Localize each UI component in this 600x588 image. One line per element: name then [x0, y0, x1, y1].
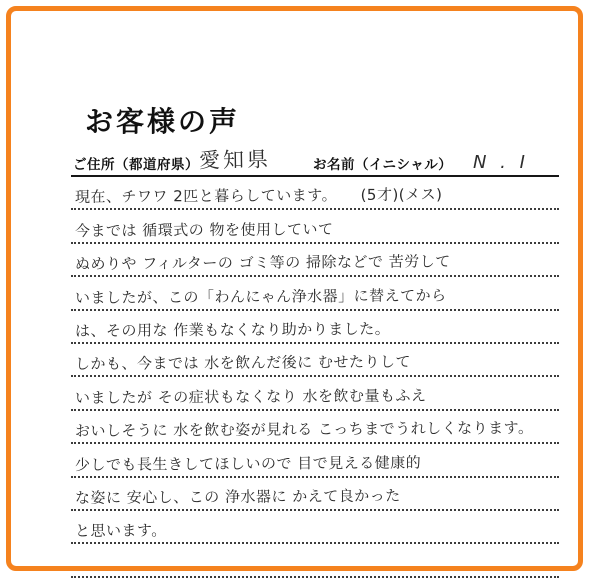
- handwriting-text: おいしそうに 水を飲む姿が見れる こっちまでうれしくなります。: [74, 418, 534, 441]
- handwriting-line: [71, 311, 559, 344]
- handwriting-line: [71, 210, 559, 243]
- handwriting-text: しかも、今までは 水を飲んだ後に むせたりして: [74, 352, 412, 374]
- handwriting-line: [71, 377, 559, 410]
- name-label: お名前（イニシャル）: [313, 157, 453, 172]
- handwriting-line: [71, 511, 559, 544]
- handwriting-text: いましたが その症状もなくなり 水を飲む量もふえ: [74, 386, 427, 407]
- handwriting-text: [71, 575, 75, 576]
- handwriting-line: [71, 277, 559, 310]
- address-label: ご住所（都道府県）: [73, 157, 199, 172]
- handwriting-text: 現在、チワワ 2匹と暮らしています。 (5才)(メス): [74, 185, 443, 207]
- handwriting-text: は、その用な 作業もなくなり助かりました。: [74, 319, 391, 340]
- handwriting-line: [71, 411, 559, 444]
- handwriting-text: な姿に 安心し、この 浄水器に かえて良かった: [74, 486, 401, 507]
- customer-info-row: [71, 139, 559, 177]
- handwriting-line: [71, 444, 559, 477]
- testimonial-card-border: [6, 6, 583, 571]
- handwriting-text: 少しでも長生きしてほしいので 目で見える健康的: [74, 453, 422, 474]
- page-title: お客様の声: [85, 104, 241, 138]
- handwriting-line: [71, 177, 559, 210]
- address-handwritten-value: 愛知県: [198, 147, 272, 173]
- handwriting-line: [71, 544, 559, 577]
- handwriting-text: と思います。: [74, 521, 167, 541]
- handwriting-text: いましたが、この「わんにゃん浄水器」に替えてから: [74, 285, 447, 307]
- handwriting-line: [71, 244, 559, 277]
- testimonial-text-area: [71, 177, 559, 578]
- name-handwritten-value: N . I: [473, 152, 529, 173]
- handwriting-line: [71, 478, 559, 511]
- handwriting-text: 今までは 循環式の 物を使用していて: [74, 219, 334, 240]
- handwriting-text: ぬめりや フィルターの ゴミ等の 掃除などで 苦労して: [74, 252, 451, 274]
- handwriting-line: [71, 344, 559, 377]
